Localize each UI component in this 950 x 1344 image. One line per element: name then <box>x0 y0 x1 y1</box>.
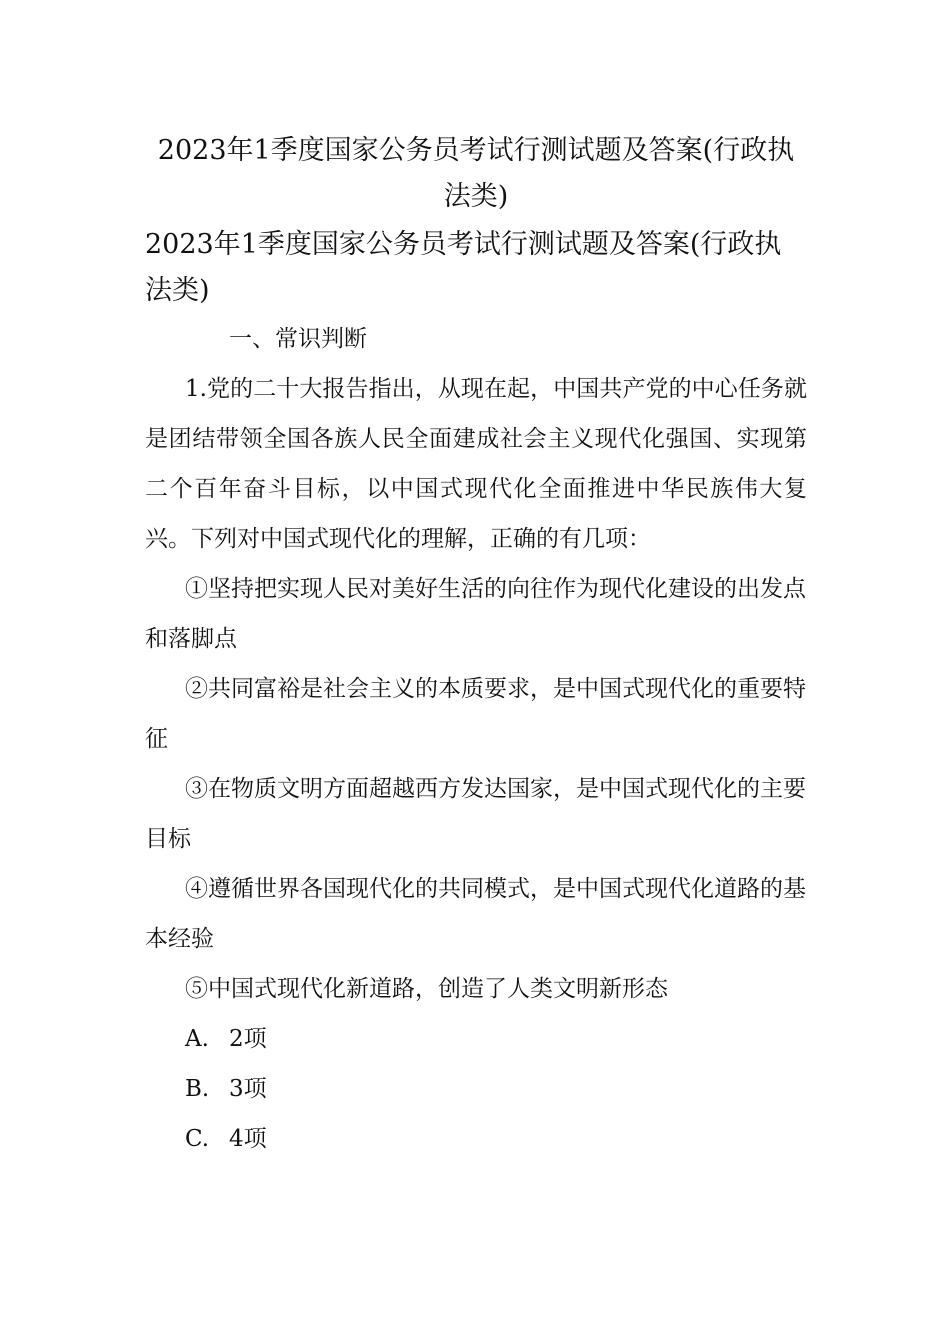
question-text: 党的二十大报告指出，从现在起，中国共产党的中心任务就是团结带领全国各族人民全面建成社会主义现代化强国、实现第二个百年奋斗目标，以中国式现代化全面推进中华民族伟大复兴。下列对中国式现代化的理解，正确的有几项： <box>145 376 807 552</box>
option-letter: C. <box>185 1126 210 1152</box>
statement-3: ③在物质文明方面超越西方发达国家，是中国式现代化的主要目标 <box>145 776 806 852</box>
statement-4: ④遵循世界各国现代化的共同模式，是中国式现代化道路的基本经验 <box>145 876 806 952</box>
question-number: 1. <box>185 376 207 402</box>
option-a <box>145 1014 807 1064</box>
option-text: 2项 <box>229 1026 267 1052</box>
option-letter: B. <box>185 1076 210 1102</box>
document-subtitle: 2023年1季度国家公务员考试行测试题及答案(行政执法类) <box>145 229 782 306</box>
statement-5: ⑤中国式现代化新道路，创造了人类文明新形态 <box>185 976 668 1002</box>
option-c <box>145 1114 807 1164</box>
option-b <box>145 1064 807 1114</box>
statement-1: ①坚持把实现人民对美好生活的向往作为现代化建设的出发点和落脚点 <box>145 576 806 652</box>
option-text: 4项 <box>229 1126 267 1152</box>
document-body <box>145 128 807 1164</box>
page-title: 2023年1季度国家公务员考试行测试题及答案(行政执法类) <box>157 135 795 212</box>
section-heading: 一、常识判断 <box>229 326 367 352</box>
question-stem <box>145 364 807 564</box>
option-letter: A. <box>185 1026 209 1052</box>
option-text: 3项 <box>229 1076 267 1102</box>
statement-2: ②共同富裕是社会主义的本质要求，是中国式现代化的重要特征 <box>145 676 806 752</box>
